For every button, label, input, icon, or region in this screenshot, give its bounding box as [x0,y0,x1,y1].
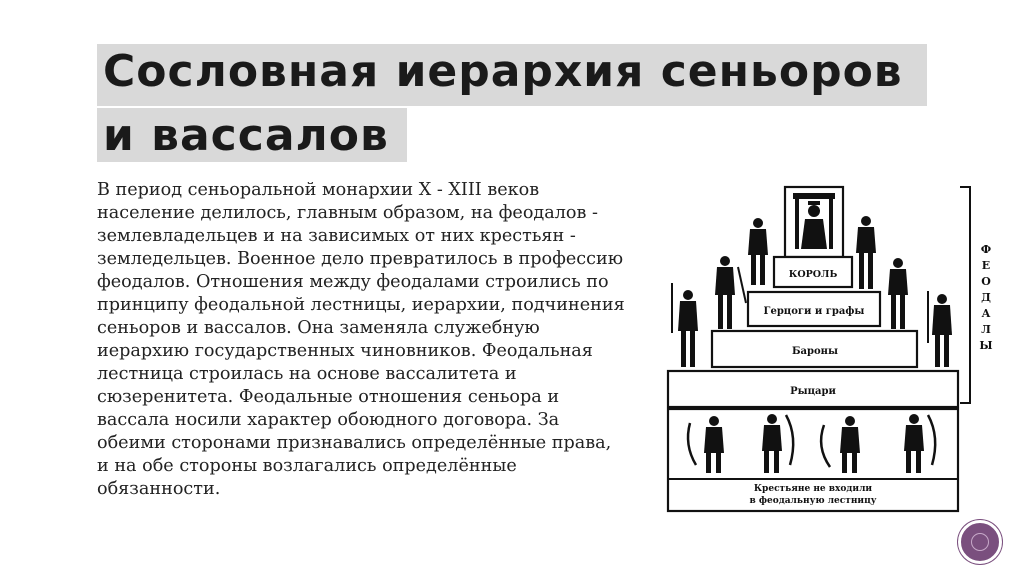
slide-body-text: В период сеньоральной монархии X - XIII веков население делилось, главным образом, на феодалов - землевладельцев и на зависимых от них крестьян - земледельцев. Военное дело превратилось в профессию феодалов. Отношения между феодалами строились по принципу феодальной лестницы, иерархии, подчинения сеньоров и вассалов. Она заменяла служебную иерархию государственных чиновников. Феодальная лестница строилась на основе вассалитета и сюзеренитета. Феодальные отношения сеньора и вассала носили характер обоюдного договора. За обеими сторонами признавались определённые права, и на обе стороны возлагались определённые обязанности. [97,180,625,499]
feudal-ladder-diagram [660,183,1000,515]
tier-label-barons: Бароны [791,346,839,357]
tier-label-dukes: Герцоги и графы [763,306,865,317]
bracket-letter: Л [981,323,991,336]
bracket-letter: Д [981,291,991,304]
tier-label-king: КОРОЛЬ [788,269,838,280]
tier-label-knights: Рыцари [790,386,836,397]
slide-title-line-2: и вассалов [97,108,407,162]
top-accent-bar [0,0,1024,5]
peasants-label-line2: в феодальную лестницу [749,496,877,506]
peasants-label-line1: Крестьяне не входили [753,484,873,494]
slide-title-line-1: Сословная иерархия сеньоров [97,44,927,106]
feudals-bracket [960,187,970,403]
nav-next-icon [970,532,990,552]
bracket-letter: О [981,275,991,288]
bracket-letter: Ф [980,243,992,256]
bracket-letter: А [981,307,991,320]
bracket-letter: Е [981,259,991,272]
next-slide-button[interactable] [958,520,1002,564]
bracket-letter: Ы [979,339,993,352]
